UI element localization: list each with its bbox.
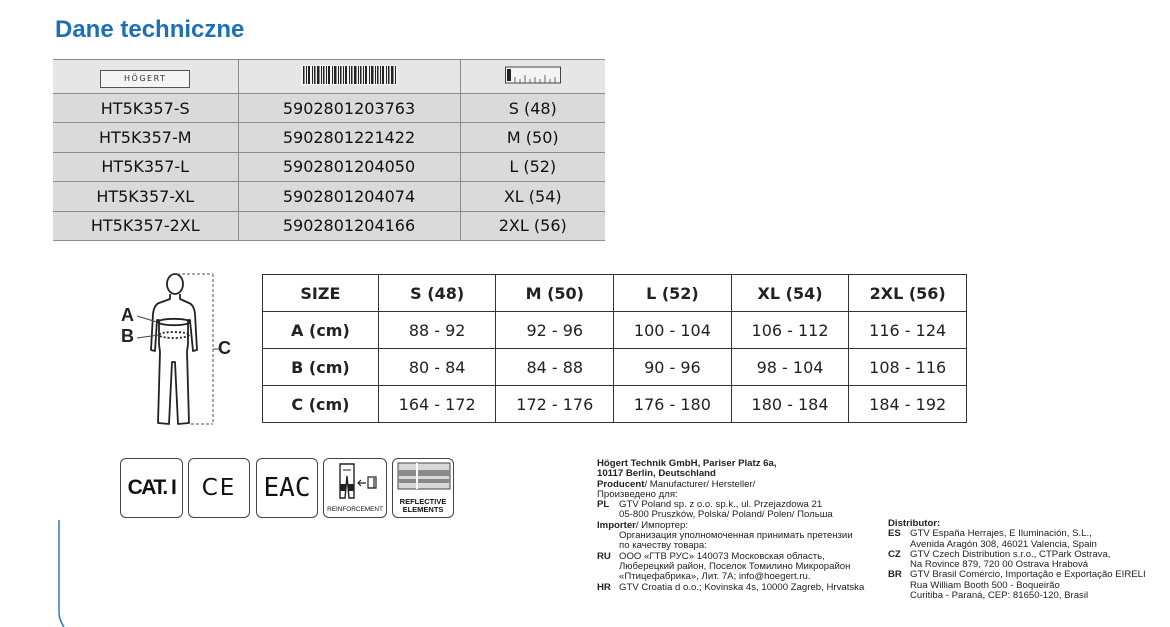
product-ean: 5902801221422 — [238, 123, 460, 152]
eac-mark-badge — [256, 458, 318, 518]
product-table — [53, 59, 605, 241]
ruler-icon — [505, 65, 561, 85]
distributor-label: Distributor: — [888, 518, 941, 529]
product-code: HT5K357-M — [53, 123, 238, 152]
address-line: 05-800 Pruszków, Polska/ Poland/ Polen/ Польша — [619, 509, 833, 521]
reinforcement-badge — [323, 458, 387, 518]
product-ean: 5902801203763 — [238, 94, 460, 123]
body-measurement-figure — [115, 272, 245, 432]
distributor-info — [888, 519, 1160, 601]
product-size: L (52) — [460, 152, 605, 181]
header-cell: S (48) — [378, 275, 496, 312]
product-ean: 5902801204166 — [238, 211, 460, 240]
product-table-header — [53, 60, 605, 94]
address-line: Na Rovince 879, 720 00 Ostrava Hrabová — [910, 559, 1089, 571]
table-cell: 106 - 112 — [731, 312, 849, 349]
product-size: S (48) — [460, 94, 605, 123]
barcode-icon — [301, 65, 397, 85]
label-b: B — [121, 326, 134, 346]
country-code: HR — [597, 581, 611, 593]
reflective-label-1: REFLECTIVE — [399, 497, 447, 506]
table-row — [263, 386, 967, 423]
label-a: A — [121, 305, 134, 325]
reflective-elements-icon — [397, 462, 451, 492]
table-cell: 180 - 184 — [731, 386, 849, 423]
country-code: ES — [888, 528, 901, 540]
address-line: «Птицефабрика», Лит. 7А; info@hoegert.ru. — [619, 571, 811, 583]
header-cell: 2XL (56) — [849, 275, 967, 312]
label-c: C — [218, 338, 231, 358]
product-size: 2XL (56) — [460, 211, 605, 240]
company-line-2: 10117 Berlin, Deutschland — [597, 468, 716, 480]
cat-i-label: CAT. I — [127, 476, 176, 499]
address-line: GTV Poland sp. z o.o. sp.k., ul. Przejazdowa 21 — [619, 499, 823, 511]
table-cell: 100 - 104 — [614, 312, 732, 349]
product-size: M (50) — [460, 123, 605, 152]
address-line: GTV Croatia d o.o.; Kovinska 4s, 10000 Zagreb, Hrvatska — [619, 581, 865, 593]
address-line: GTV Brasil Comércio, Importação e Exportação EIRELI — [910, 569, 1146, 581]
reflective-elements-badge — [392, 458, 454, 518]
decorative-line — [57, 520, 65, 627]
product-ean: 5902801204050 — [238, 152, 460, 181]
product-code: HT5K357-S — [53, 94, 238, 123]
reinforcement-icon — [328, 462, 384, 502]
size-table-header — [263, 275, 967, 312]
producent-rest: / Manufacturer/ Hersteller/ — [644, 478, 756, 490]
table-cell: 184 - 192 — [849, 386, 967, 423]
table-cell: 164 - 172 — [378, 386, 496, 423]
ce-mark-icon: CE — [201, 475, 237, 501]
brand-logo-icon: HÖGERT — [100, 70, 190, 88]
cat-i-badge — [120, 458, 183, 518]
table-cell: 172 - 176 — [496, 386, 614, 423]
size-table — [262, 274, 967, 423]
produced-for: Произведено для: — [597, 488, 678, 500]
row-label: A (cm) — [263, 312, 379, 349]
importer-rest: / Импортер: — [635, 519, 689, 531]
address-line: GTV Czech Distribution s.r.o., CTPark Ostrava, — [910, 548, 1111, 560]
table-row — [53, 211, 605, 240]
header-cell: XL (54) — [731, 275, 849, 312]
address-line: ООО «ГТВ РУС» 140073 Московская область, — [619, 550, 825, 562]
address-line: Организация уполномоченная принимать претензии — [619, 530, 853, 542]
brand-logo-cell — [53, 60, 238, 94]
address-line: Curitiba - Paraná, CEP: 81650-120, Brasil — [910, 590, 1089, 602]
ruler-cell — [460, 60, 605, 94]
barcode-cell — [238, 60, 460, 94]
table-row — [53, 94, 605, 123]
table-row — [53, 152, 605, 181]
table-row — [263, 312, 967, 349]
country-code: PL — [597, 499, 610, 511]
table-cell: 108 - 116 — [849, 349, 967, 386]
company-line-1: Högert Technik GmbH, Pariser Platz 6a, — [597, 458, 777, 469]
table-cell: 90 - 96 — [614, 349, 732, 386]
country-code: RU — [597, 550, 611, 562]
product-code: HT5K357-XL — [53, 182, 238, 211]
address-line: Люберецкий район, Поселок Томилино Микрорайон — [619, 560, 851, 572]
table-cell: 84 - 88 — [496, 349, 614, 386]
product-code: HT5K357-L — [53, 152, 238, 181]
country-code: BR — [888, 569, 902, 581]
address-line: Avenida Aragón 308, 46021 Valencia, Spain — [910, 538, 1097, 550]
table-cell: 88 - 92 — [378, 312, 496, 349]
header-cell: L (52) — [614, 275, 732, 312]
table-cell: 98 - 104 — [731, 349, 849, 386]
country-code: CZ — [888, 548, 901, 560]
table-row — [53, 123, 605, 152]
product-ean: 5902801204074 — [238, 182, 460, 211]
table-cell: 92 - 96 — [496, 312, 614, 349]
table-row — [263, 349, 967, 386]
product-code: HT5K357-2XL — [53, 211, 238, 240]
eac-mark-icon: EAC — [263, 473, 311, 503]
producent-label: Producent — [597, 478, 645, 490]
ce-mark-badge — [188, 458, 250, 518]
address-line: по качеству товара: — [619, 540, 707, 552]
reinforcement-label: REINFORCEMENT — [327, 506, 383, 513]
product-size: XL (54) — [460, 182, 605, 211]
address-line: Rua William Booth 500 - Boqueirão — [910, 579, 1060, 591]
table-row — [53, 182, 605, 211]
importer-label: Importer — [597, 519, 636, 531]
reflective-label-2: ELEMENTS — [402, 505, 444, 514]
header-cell: SIZE — [263, 275, 379, 312]
table-cell: 80 - 84 — [378, 349, 496, 386]
address-line: GTV España Herrajes, E Iluminación, S.L., — [910, 528, 1092, 540]
row-label: B (cm) — [263, 349, 379, 386]
producer-info — [597, 459, 882, 593]
table-cell: 176 - 180 — [614, 386, 732, 423]
page-title: Dane techniczne — [55, 16, 245, 43]
row-label: C (cm) — [263, 386, 379, 423]
table-cell: 116 - 124 — [849, 312, 967, 349]
header-cell: M (50) — [496, 275, 614, 312]
